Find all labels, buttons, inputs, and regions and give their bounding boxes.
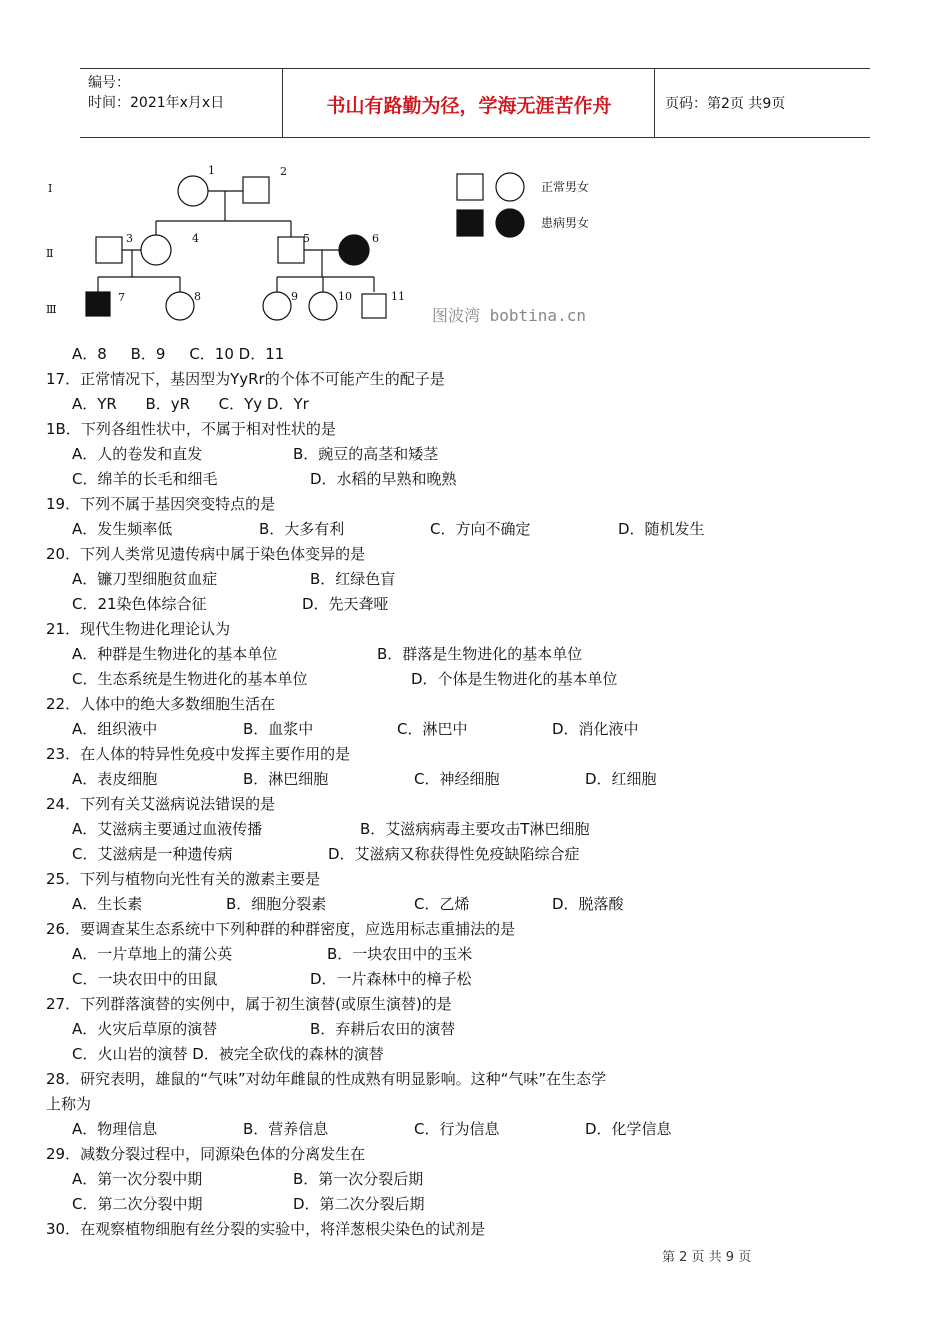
option-line: A．YR B．yR C．Yy D．Yr [72,395,309,413]
watermark: 图波湾 bobtina.cn [432,306,586,325]
legend-normal-female [496,173,524,201]
num-label: 11 [391,290,405,303]
option: D．艾滋病又称获得性免疫缺陷综合症 [328,845,580,863]
question-stem: 24．下列有关艾滋病说法错误的是 [46,795,276,813]
page-footer: 第 2 页 共 9 页 [662,1250,752,1265]
question-stem: 20．下列人类常见遗传病中属于染色体变异的是 [46,545,366,563]
option: D．个体是生物进化的基本单位 [411,670,618,688]
num-label: 2 [280,165,287,178]
option: D．第二次分裂后期 [293,1195,425,1213]
option: B．血浆中 [243,720,314,738]
individual-9 [263,292,291,320]
option: A．种群是生物进化的基本单位 [72,645,278,663]
num-label: 6 [372,232,379,245]
question-stem: 27．下列群落演替的实例中，属于初生演替(或原生演替)的是 [46,995,452,1013]
date-label: 时间：2021年x月x日 [88,95,225,111]
option: B．一块农田中的玉米 [327,945,473,963]
option: C．绵羊的长毛和细毛 [72,470,218,488]
individual-5 [278,237,304,263]
option: B．细胞分裂素 [226,895,327,913]
legend-normal-male [457,174,483,200]
option: C．一块农田中的田鼠 [72,970,218,988]
option: D．消化液中 [552,720,639,738]
option: A．组织液中 [72,720,158,738]
option: B．豌豆的高茎和矮茎 [293,445,439,463]
num-label: 3 [126,232,133,245]
num-label: 5 [303,232,310,245]
option: C．行为信息 [414,1120,500,1138]
option: C．方向不确定 [430,520,531,538]
question-stem: 26．要调查某生态系统中下列种群的种群密度，应选用标志重捕法的是 [46,920,516,938]
option: D．一片森林中的樟子松 [310,970,472,988]
num-label: 7 [118,291,125,304]
option: D．红细胞 [585,770,657,788]
option: A．一片草地上的蒲公英 [72,945,233,963]
legend-affected-male [457,210,483,236]
option: A．物理信息 [72,1120,158,1138]
option: B．大多有利 [259,520,345,538]
option: B．群落是生物进化的基本单位 [377,645,583,663]
option: B．艾滋病病毒主要攻击T淋巴细胞 [360,820,590,838]
option: D．脱落酸 [552,895,624,913]
option: B．弃耕后农田的演替 [310,1020,456,1038]
num-label: 8 [194,290,201,303]
header-divider [282,69,283,137]
option: A．生长素 [72,895,143,913]
question-stem: 25．下列与植物向光性有关的激素主要是 [46,870,321,888]
option: D．随机发生 [618,520,705,538]
option: C．乙烯 [414,895,470,913]
option: A．镰刀型细胞贫血症 [72,570,218,588]
individual-6 [339,235,369,265]
option: B．淋巴细胞 [243,770,329,788]
individual-8 [166,292,194,320]
option: C．21染色体综合征 [72,595,207,613]
gen-label-1: I [48,182,53,195]
header-divider [654,69,655,137]
option: D．先天聋哑 [302,595,389,613]
header-meta [88,73,224,113]
num-label: 4 [192,232,199,245]
question-stem: 30．在观察植物细胞有丝分裂的实验中，将洋葱根尖染色的试剂是 [46,1220,486,1238]
individual-3 [96,237,122,263]
option: A．表皮细胞 [72,770,158,788]
legend-normal-label: 正常男女 [541,180,590,194]
individual-7 [86,292,110,316]
question-stem-cont: 上称为 [46,1095,92,1113]
option: B．营养信息 [243,1120,329,1138]
question-stem: 28．研究表明，雄鼠的“气味”对幼年雌鼠的性成熟有明显影响。这种“气味”在生态学 [46,1070,607,1088]
option: C．生态系统是生物进化的基本单位 [72,670,308,688]
motto: 书山有路勤为径，学海无涯苦作舟 [326,95,612,117]
individual-4 [141,235,171,265]
option-line: C．火山岩的演替 D．被完全砍伐的森林的演替 [72,1045,384,1063]
individual-2 [243,177,269,203]
num-label: 9 [291,290,298,303]
question-stem: 1B．下列各组性状中，不属于相对性状的是 [46,420,336,438]
individual-10 [309,292,337,320]
option: B．第一次分裂后期 [293,1170,424,1188]
option: A．发生频率低 [72,520,173,538]
option: C．第二次分裂中期 [72,1195,203,1213]
num-label: 1 [208,164,215,177]
option: C．艾滋病是一种遗传病 [72,845,233,863]
page-info: 页码：第2页 共9页 [665,96,786,112]
option: B．红绿色盲 [310,570,396,588]
legend-affected-label: 患病男女 [541,216,590,230]
option: A．火灾后草原的演替 [72,1020,218,1038]
num-label: 10 [338,290,352,303]
legend-affected-female [496,209,524,237]
code-label: 编号： [88,75,130,91]
question-stem: 29．减数分裂过程中，同源染色体的分离发生在 [46,1145,366,1163]
option: A．第一次分裂中期 [72,1170,203,1188]
option: C．淋巴中 [397,720,468,738]
option: C．神经细胞 [414,770,500,788]
option-line: A．8 B．9 C．10 D．11 [72,345,285,363]
question-stem: 23．在人体的特异性免疫中发挥主要作用的是 [46,745,351,763]
question-stem: 21．现代生物进化理论认为 [46,620,231,638]
header-table [80,68,870,138]
gen-label-2: Ⅱ [46,247,54,260]
option: D．化学信息 [585,1120,672,1138]
individual-11 [362,294,386,318]
question-stem: 17．正常情况下，基因型为YyRr的个体不可能产生的配子是 [46,370,445,388]
gen-label-3: Ⅲ [46,303,57,316]
question-stem: 19．下列不属于基因突变特点的是 [46,495,276,513]
option: D．水稻的早熟和晚熟 [310,470,457,488]
question-stem: 22．人体中的绝大多数细胞生活在 [46,695,276,713]
option: A．人的卷发和直发 [72,445,203,463]
individual-1 [178,176,208,206]
option: A．艾滋病主要通过血液传播 [72,820,263,838]
